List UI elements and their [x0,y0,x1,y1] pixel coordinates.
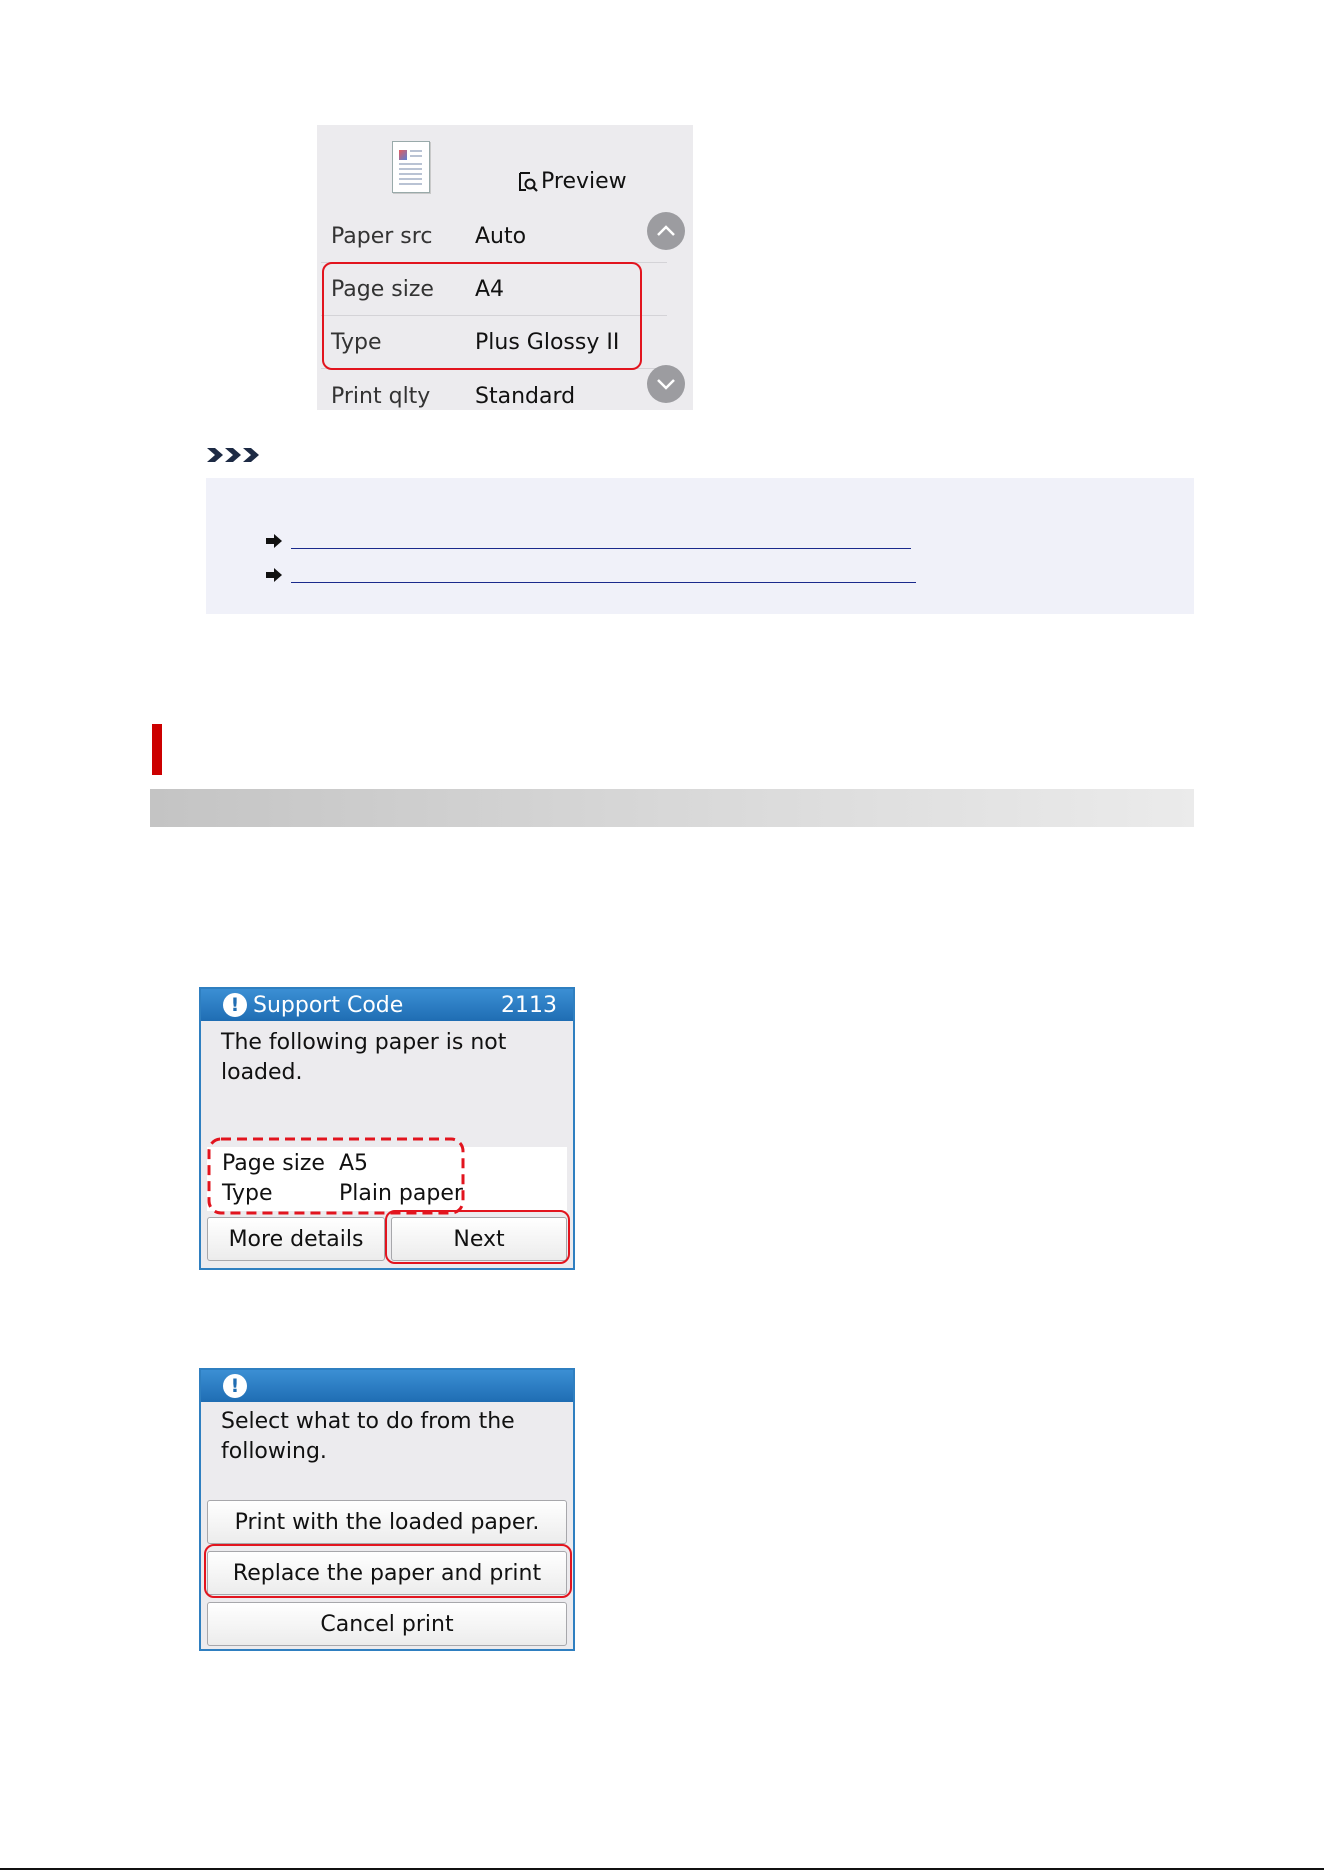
message-line: following. [221,1439,327,1464]
scroll-down-button[interactable] [647,365,685,403]
button-label: Replace the paper and print [232,1560,542,1586]
highlight-frame [385,1210,570,1264]
type-value: Plain paper [339,1181,463,1206]
button-label: Print with the loaded paper. [234,1509,540,1535]
highlight-frame [204,1544,572,1598]
message-line: Select what to do from the [221,1409,515,1434]
message-line: loaded. [221,1060,303,1085]
preview-label: Preview [541,169,627,194]
setting-label: Type [331,329,382,355]
support-code-dialog [199,987,575,1270]
print-settings-screen [317,125,693,410]
setting-label: Page size [331,276,434,302]
page-size-value: A5 [339,1151,369,1176]
print-with-loaded-paper-button[interactable] [207,1500,567,1544]
setting-value: Standard [475,383,576,409]
cancel-print-button[interactable] [207,1602,567,1646]
warning-icon: ! [223,993,247,1017]
page-size-label: Page size [222,1151,325,1176]
note-box [206,478,1194,614]
dashed-highlight-frame [206,1136,466,1216]
setting-value: Plus Glossy II [475,329,620,355]
type-label: Type [222,1181,273,1206]
note-link-underline[interactable] [291,566,916,583]
dialog-message [201,1021,573,1088]
select-action-dialog [199,1368,575,1651]
section-marker [152,724,162,775]
message-line: The following paper is not [221,1030,507,1055]
preview-icon [517,171,539,193]
setting-row-paper-source[interactable] [321,210,667,263]
scroll-down-icon [656,378,676,390]
note-link-2[interactable] [266,566,916,583]
dialog-titlebar [201,1370,573,1402]
note-link-1[interactable] [266,532,911,549]
highlight-frame [322,262,642,370]
note-chevrons-icon [207,446,263,468]
document-thumbnail-icon [392,141,430,193]
arrow-right-icon [266,534,282,548]
dialog-message [201,1402,573,1467]
preview-button[interactable] [517,169,627,194]
setting-value: Auto [475,223,527,249]
page-bottom-rule [0,1868,1324,1870]
setting-row-print-quality[interactable] [321,370,667,410]
scroll-up-icon [656,225,676,237]
dialog-title: Support Code [253,992,404,1018]
support-code-number: 2113 [501,992,557,1018]
note-link-underline[interactable] [291,532,911,549]
dialog-titlebar [201,989,573,1021]
arrow-right-icon [266,568,282,582]
warning-icon: ! [223,1374,247,1398]
button-label: Cancel print [320,1611,454,1637]
setting-value: A4 [475,276,505,302]
setting-label: Paper src [331,223,433,249]
scroll-up-button[interactable] [647,212,685,250]
more-details-button[interactable] [207,1217,385,1261]
setting-label: Print qlty [331,383,431,409]
button-label: Next [453,1226,505,1252]
section-divider-bar [150,789,1194,827]
button-label: More details [228,1226,364,1252]
